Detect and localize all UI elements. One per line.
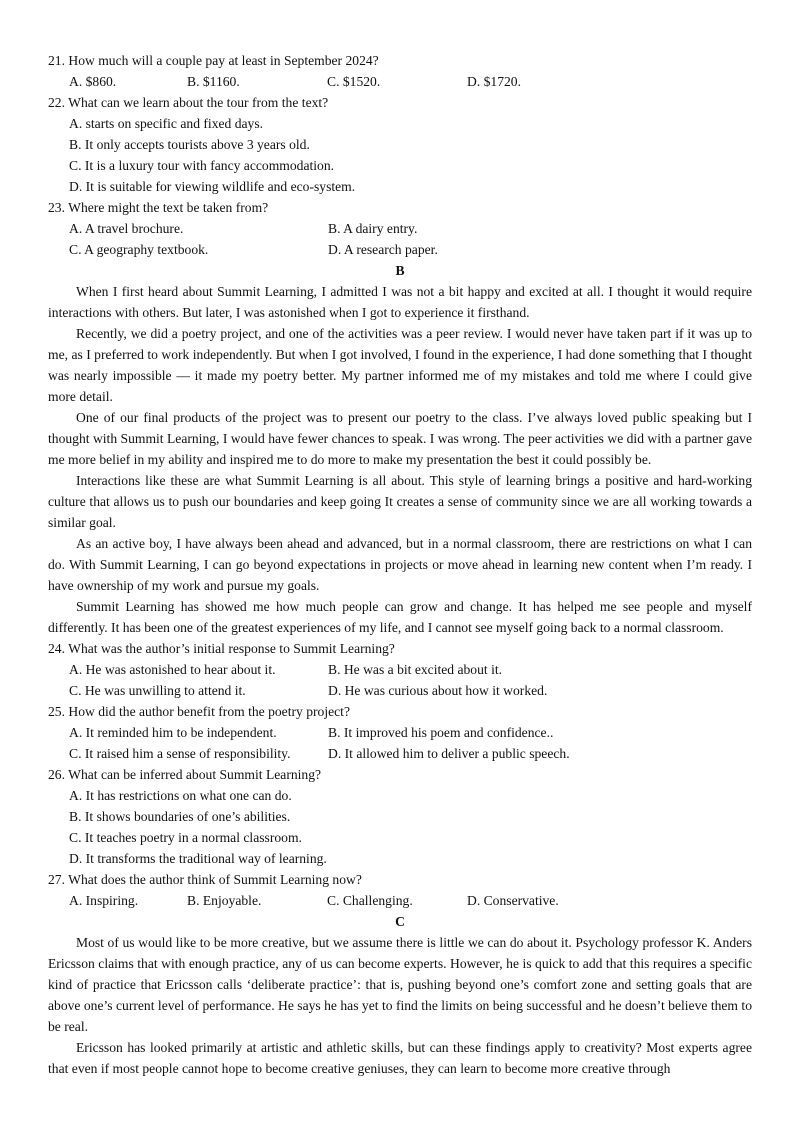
section-b-paragraph: One of our final products of the project was to present our poetry to the class. I’ve always loved public speaking but I thought with Summit Learning, I would have fewer chances to speak. I was wrong. The peer activities we did with a partner gave me more belief in my ability and inspired me to do more to make my presentation the best it could possibly be. bbox=[48, 410, 752, 467]
question-21-options bbox=[48, 71, 752, 92]
option-a: A. $860. bbox=[69, 74, 117, 89]
question-23-options-row-1 bbox=[48, 218, 752, 239]
option-a: A. He was astonished to hear about it. bbox=[69, 662, 276, 677]
question-21-stem: 21. How much will a couple pay at least in September 2024? bbox=[48, 53, 379, 68]
section-c-paragraph: Ericsson has looked primarily at artistic and athletic skills, but can these findings apply to creativity? Most experts agree that even if most people cannot hope to become creative geniuses, they can learn to become more creative through bbox=[48, 1040, 752, 1076]
option-b: B. It shows boundaries of one’s abilities. bbox=[69, 809, 291, 824]
option-a: A. It reminded him to be independent. bbox=[69, 725, 277, 740]
section-b-paragraph: Recently, we did a poetry project, and one of the activities was a peer review. I would never have taken part if it was up to me, as I preferred to work independently. But when I got involved, I found in the experience, I had done something that I thought was nearly impossible — it made my poetry better. My partner informed me of my mistakes and told me where I could give more detail. bbox=[48, 326, 752, 404]
option-c: C. It is a luxury tour with fancy accommodation. bbox=[69, 158, 335, 173]
option-d: D. $1720. bbox=[467, 74, 521, 89]
question-25-options-row-1 bbox=[48, 722, 752, 743]
option-a: A. A travel brochure. bbox=[69, 221, 184, 236]
section-c-heading: C bbox=[395, 914, 405, 929]
question-23-stem: 23. Where might the text be taken from? bbox=[48, 200, 269, 215]
option-a: A. starts on specific and fixed days. bbox=[69, 116, 264, 131]
section-b-paragraph: When I first heard about Summit Learning, I admitted I was not a bit happy and excited at all. I thought it would require interactions with others. But later, I was astonished when I got to experience it firsthand. bbox=[48, 284, 752, 320]
option-d: D. It transforms the traditional way of learning. bbox=[69, 851, 327, 866]
option-c: C. $1520. bbox=[327, 74, 381, 89]
option-b: B. He was a bit excited about it. bbox=[328, 662, 503, 677]
question-27-options bbox=[48, 890, 752, 911]
option-b: B. A dairy entry. bbox=[328, 221, 418, 236]
option-d: D. Conservative. bbox=[467, 893, 559, 908]
option-d: D. A research paper. bbox=[328, 242, 438, 257]
question-25-options-row-2 bbox=[48, 743, 752, 764]
option-c: C. It raised him a sense of responsibility. bbox=[69, 746, 291, 761]
question-23-options-row-2 bbox=[48, 239, 752, 260]
exam-page bbox=[48, 50, 752, 1079]
question-27-stem: 27. What does the author think of Summit Learning now? bbox=[48, 872, 362, 887]
question-24-options-row-2 bbox=[48, 680, 752, 701]
option-b: B. Enjoyable. bbox=[187, 893, 262, 908]
option-d: D. It is suitable for viewing wildlife and eco-system. bbox=[69, 179, 356, 194]
question-22-stem: 22. What can we learn about the tour from the text? bbox=[48, 95, 329, 110]
section-b-heading: B bbox=[395, 263, 405, 278]
option-d: D. It allowed him to deliver a public speech. bbox=[328, 746, 570, 761]
section-c-paragraph: Most of us would like to be more creative, but we assume there is little we can do about it. Psychology professor K. Anders Ericsson claims that with enough practice, any of us can become experts. However, he is quick to add that this requires a specific kind of practice that Ericsson calls ‘deliberate practice’: that is, pushing beyond one’s comfort zone and setting goals that are above one’s current level of performance. He says he has yet to find the limits on being successful and he doesn’t believe them to be real. bbox=[48, 935, 752, 1034]
option-c: C. A geography textbook. bbox=[69, 242, 209, 257]
option-a: A. It has restrictions on what one can do. bbox=[69, 788, 292, 803]
question-24-stem: 24. What was the author’s initial response to Summit Learning? bbox=[48, 641, 395, 656]
option-c: C. Challenging. bbox=[327, 893, 413, 908]
option-d: D. He was curious about how it worked. bbox=[328, 683, 548, 698]
option-a: A. Inspiring. bbox=[69, 893, 139, 908]
option-c: C. He was unwilling to attend it. bbox=[69, 683, 246, 698]
question-25-stem: 25. How did the author benefit from the poetry project? bbox=[48, 704, 350, 719]
section-b-paragraph: As an active boy, I have always been ahead and advanced, but in a normal classroom, there are restrictions on what I can do. With Summit Learning, I can go beyond expectations in projects or move ahead in learning new content when I’m ready. I have ownership of my work and pursue my goals. bbox=[48, 536, 752, 593]
section-b-paragraph: Interactions like these are what Summit Learning is all about. This style of learning brings a positive and hard-working culture that allows us to push our boundaries and keep going It creates a sense of community since we are all working towards a similar goal. bbox=[48, 473, 752, 530]
question-26-stem: 26. What can be inferred about Summit Learning? bbox=[48, 767, 322, 782]
option-b: B. It improved his poem and confidence.. bbox=[328, 725, 554, 740]
section-b-paragraph: Summit Learning has showed me how much people can grow and change. It has helped me see people and myself differently. It has been one of the greatest experiences of my life, and I cannot see myself going back to a normal classroom. bbox=[48, 599, 752, 635]
option-c: C. It teaches poetry in a normal classroom. bbox=[69, 830, 302, 845]
question-24-options-row-1 bbox=[48, 659, 752, 680]
option-b: B. $1160. bbox=[187, 74, 240, 89]
option-b: B. It only accepts tourists above 3 years old. bbox=[69, 137, 310, 152]
